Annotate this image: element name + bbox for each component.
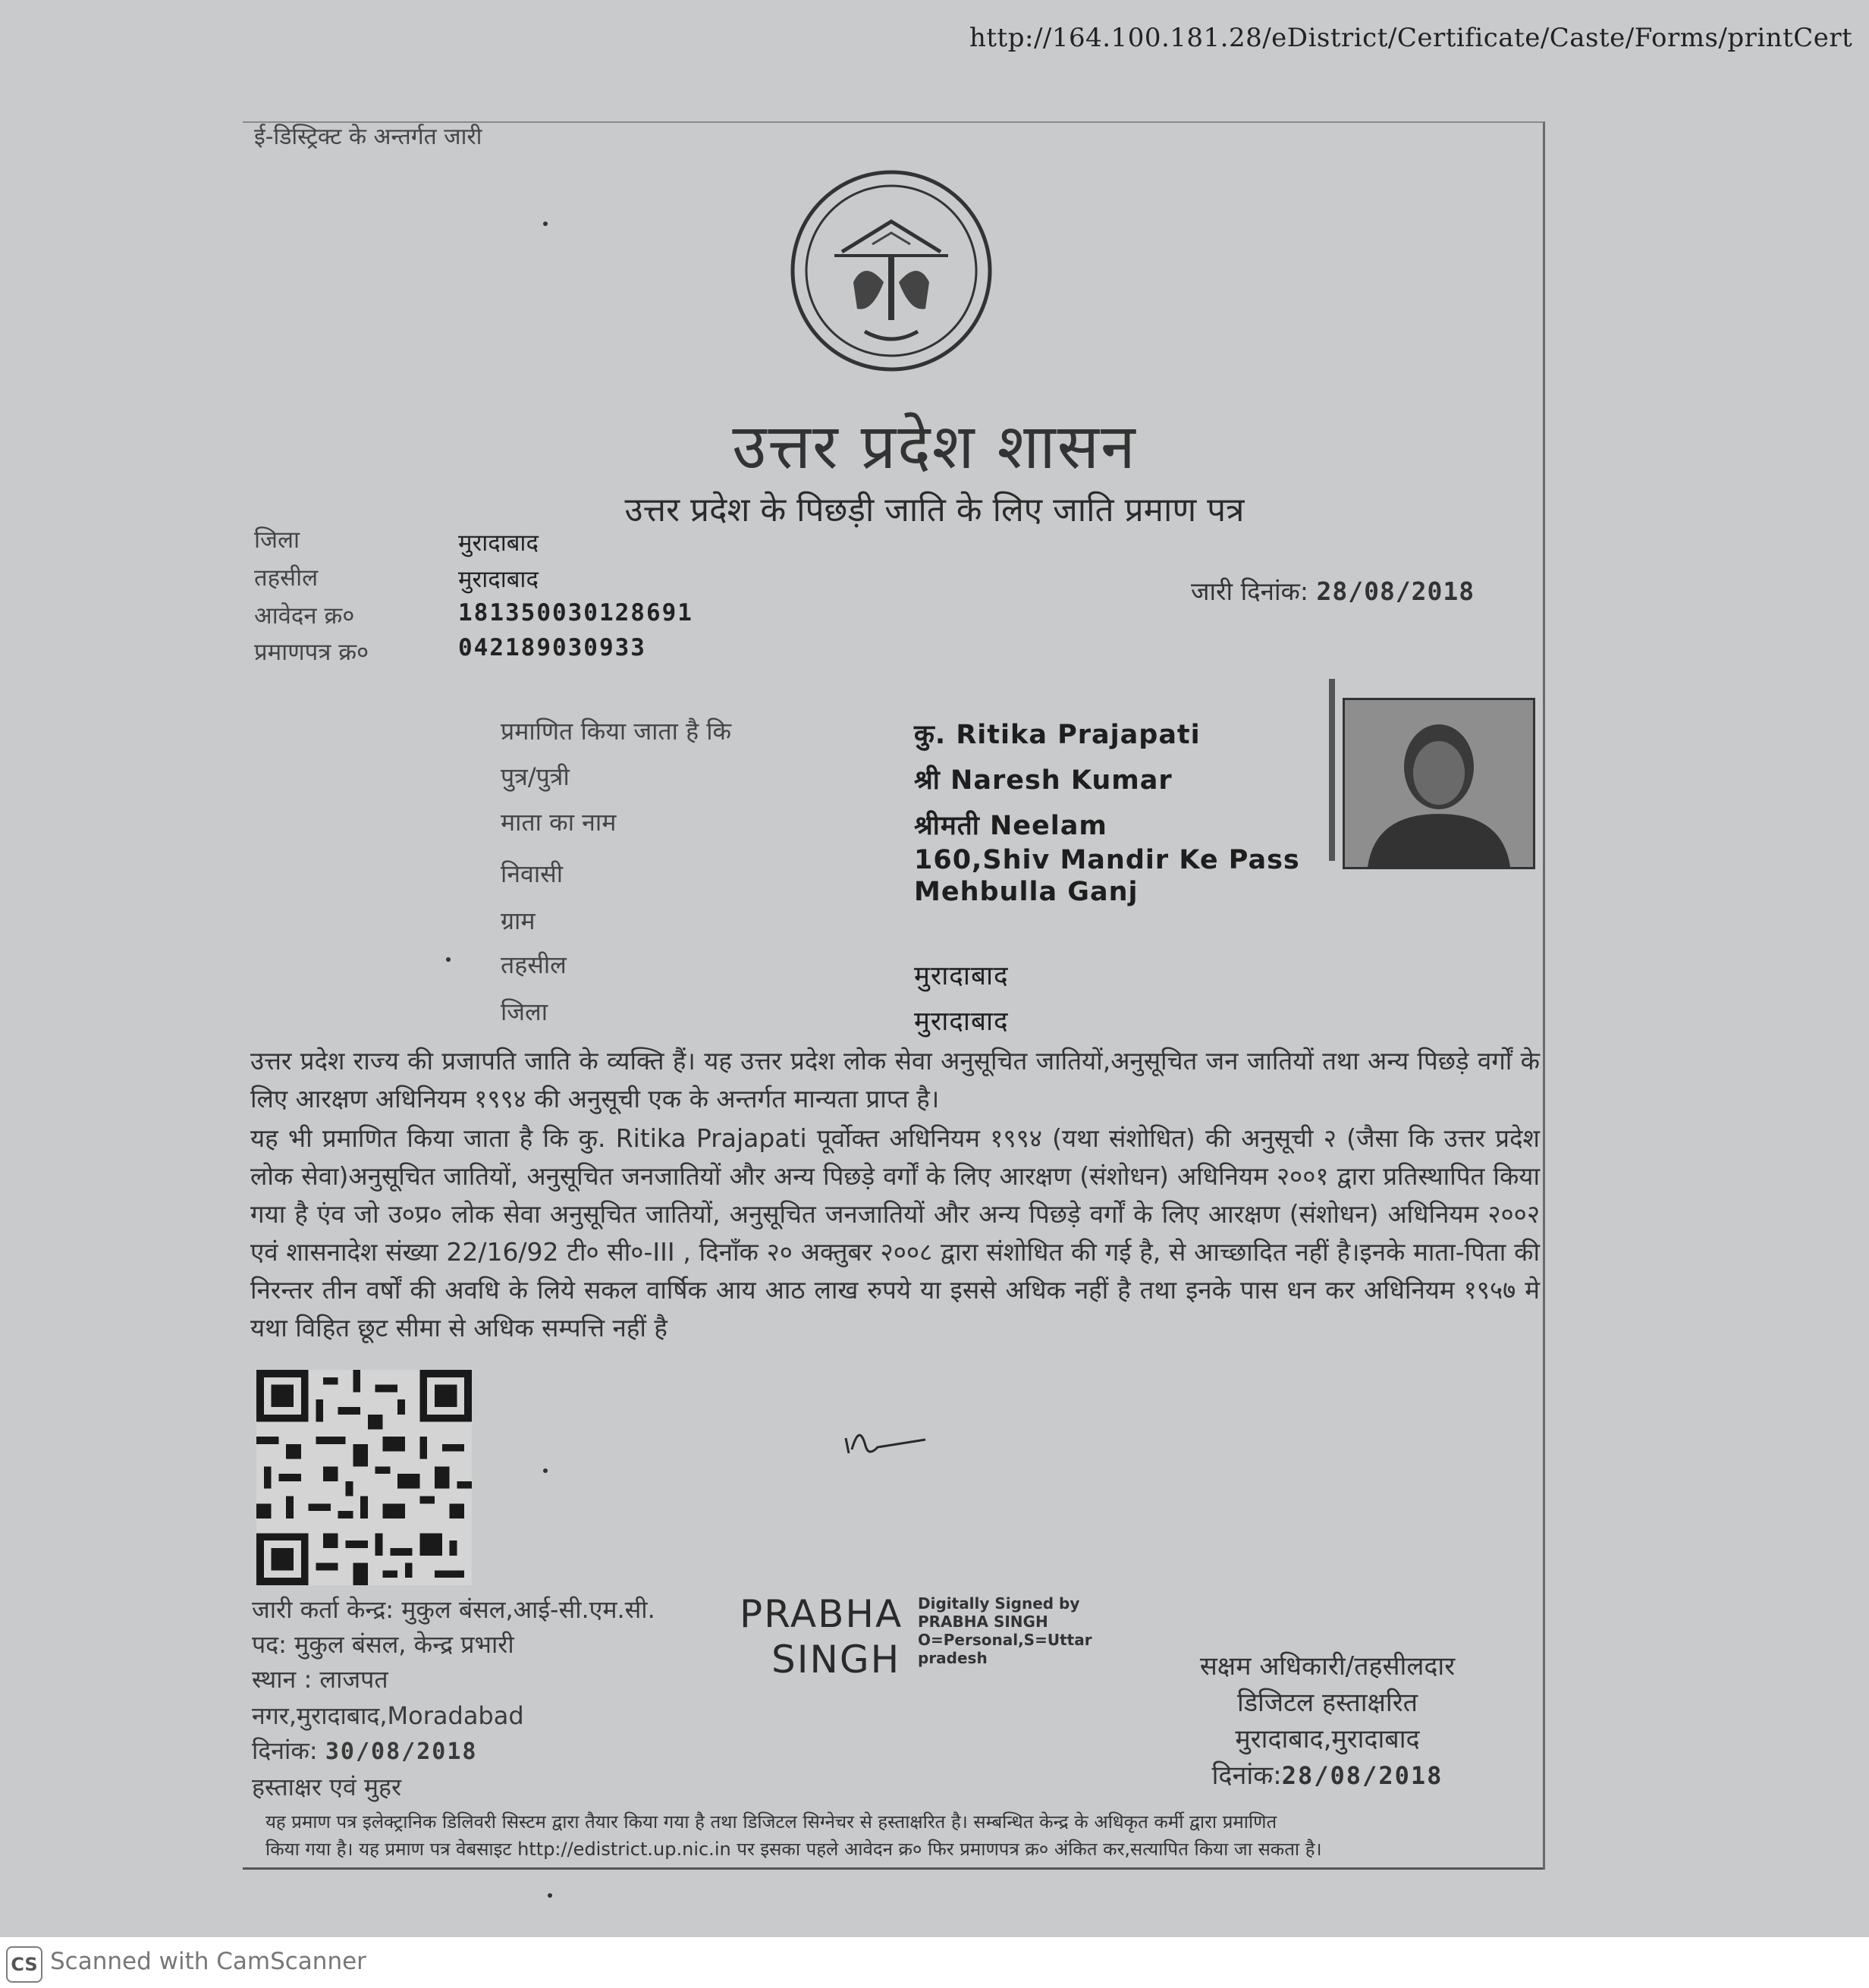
camscanner-watermark-text: Scanned with CamScanner: [50, 1948, 366, 1975]
district-label: जिला: [254, 526, 300, 554]
application-number: 181350030128691: [458, 599, 693, 627]
page-title: उत्तर प्रदेश शासन: [732, 411, 1137, 483]
issued-under-text: ई-डिस्ट्रिक्ट के अन्तर्गत जारी: [254, 124, 482, 150]
handwritten-initial-mark: [838, 1415, 929, 1468]
signature-detail-1: Digitally Signed by: [918, 1594, 1080, 1613]
issuer-date-label: दिनांक:: [252, 1736, 318, 1765]
resident-label: निवासी: [501, 859, 564, 888]
creamy-layer-paragraph: यह भी प्रमाणित किया जाता है कि कु. Ritika Prajapati पूर्वोक्त अधिनियम १९९४ (यथा संशोधित) की अनुसूची २ (जैसा कि उत्तर प्रदेश लोक सेवा)अनुसूचित जातियों, अनुसूचित जनजातियों और अन्य पिछड़े वर्गों के लिए आरक्षण (संशोधन) अधिनियम २००१ द्वारा प्रतिस्थापित किया गया है एंव जो उ०प्र० लोक सेवा अनुसूचित जातियों, अनुसूचित जनजातियों और अन्य पिछड़े वर्गों के लिए आरक्षण (संशोधन) अधिनियम २००२ एवं शासनादेश संख्या 22/16/92 टी० सी०-III , दिनाँक २० अक्तुबर २००८ द्वारा संशोधित की गई है, से आच्छादित नहीं है।इनके माता-पिता की निरन्तर तीन वर्षों की अवधि के लिये सकल वार्षिक आय आठ लाख रुपये या इससे अधिक नहीं है तथा इनके पास धन कर अधिनियम १९५७ मे यथा विहित छूट सीमा से अधिक सम्पत्ति नहीं है: [250, 1123, 1540, 1343]
field-tehsil-label: तहसील: [501, 950, 567, 979]
authority-designation: सक्षम अधिकारी/तहसीलदार: [1199, 1651, 1456, 1682]
up-government-emblem: [789, 168, 994, 373]
authority-digitally-signed: डिजिटल हस्ताक्षरित: [1237, 1688, 1418, 1718]
mother-name-label: माता का नाम: [501, 808, 617, 837]
verification-qr-code: [254, 1370, 474, 1585]
child-of-label: पुत्र/पुत्री: [501, 762, 570, 791]
issue-date-value: 28/08/2018: [1316, 576, 1475, 606]
issuing-center: जारी कर्ता केन्द्र: मुकुल बंसल,आई-सी.एम.सी.: [252, 1595, 655, 1624]
print-url: http://164.100.181.28/eDistrict/Certificate/Caste/Forms/printCert: [969, 23, 1853, 53]
address-line-1: 160,Shiv Mandir Ke Pass: [914, 845, 1300, 875]
tehsil-label: तहसील: [254, 564, 319, 592]
issuer-city: नगर,मुरादाबाद,Moradabad: [252, 1701, 524, 1730]
camscanner-watermark-bar: [0, 1937, 1869, 1988]
photo-edge: [1329, 679, 1335, 861]
issuer-place: स्थान : लाजपत: [252, 1665, 388, 1694]
footnote-line-1: यह प्रमाण पत्र इलेक्ट्रानिक डिलिवरी सिस्टम द्वारा तैयार किया गया है तथा डिजिटल सिग्नेचर से हस्ताक्षरित है। सम्बन्धित केन्द्र के अधिकृत कर्मी द्वारा प्रमाणित: [265, 1811, 1277, 1833]
footnote-line-2: किया गया है। यह प्रमाण पत्र वेबसाइट http://edistrict.up.nic.in पर इसका पहले आवेदन क्र० फिर प्रमाणपत्र क्र० अंकित कर,सत्यापित किया जा सकता है।: [265, 1839, 1322, 1860]
signature-name-line-1: PRABHA: [740, 1592, 903, 1636]
scan-speck: [446, 957, 451, 962]
scan-speck: [543, 221, 548, 226]
authority-date: [1138, 1757, 1517, 1792]
issuer-post: पद: मुकुल बंसल, केन्द्र प्रभारी: [252, 1630, 514, 1659]
signature-detail-3: O=Personal,S=Uttar: [918, 1631, 1092, 1649]
address-line-2: Mehbulla Ganj: [914, 877, 1139, 907]
district-value: मुरादाबाद: [458, 529, 539, 557]
digital-signature-details: [918, 1594, 1092, 1667]
village-label: ग्राम: [501, 906, 536, 935]
signature-name-line-2: SINGH: [771, 1638, 901, 1682]
authority-date-value: 28/08/2018: [1281, 1761, 1443, 1790]
field-district-value: मुरादाबाद: [914, 1007, 1009, 1037]
caste-statement-paragraph: उत्तर प्रदेश राज्य की प्रजापति जाति के व्यक्ति हैं। यह उत्तर प्रदेश लोक सेवा अनुसूचित जातियों,अनुसूचित जन जातियों तथा अन्य पिछड़े वर्गों के लिए आरक्षण अधिनियम १९९४ की अनुसूची एक के अन्तर्गत मान्यता प्राप्त है।: [250, 1046, 1540, 1113]
authority-date-label: दिनांक:: [1211, 1760, 1282, 1791]
signature-detail-2: PRABHA SINGH: [918, 1613, 1048, 1631]
tehsil-value: मुरादाबाद: [458, 566, 539, 593]
field-tehsil-value: मुरादाबाद: [914, 961, 1009, 991]
digital-signature-name: [740, 1591, 903, 1682]
certificate-number: 042189030933: [458, 634, 646, 661]
applicant-name: कु. Ritika Prajapati: [914, 720, 1201, 750]
scan-speck: [543, 1468, 548, 1473]
certificate-number-label: प्रमाणपत्र क्र०: [254, 639, 369, 666]
issue-date: [1191, 573, 1475, 608]
certify-label: प्रमाणित किया जाता है कि: [501, 717, 732, 746]
scan-speck: [548, 1893, 552, 1898]
issuer-date-value: 30/08/2018: [325, 1738, 478, 1765]
signature-and-seal-label: हस्ताक्षर एवं मुहर: [252, 1773, 402, 1801]
father-name: श्री Naresh Kumar: [914, 765, 1173, 796]
authority-location: मुरादाबाद,मुरादाबाद: [1235, 1724, 1420, 1754]
field-district-label: जिला: [501, 997, 548, 1026]
camscanner-logo-icon: CS: [6, 1946, 42, 1983]
issue-date-label: जारी दिनांक:: [1191, 576, 1308, 606]
signature-detail-4: pradesh: [918, 1649, 988, 1667]
person-silhouette-icon: [1345, 700, 1533, 867]
certificate-subtitle: उत्तर प्रदेश के पिछड़ी जाति के लिए जाति प्रमाण पत्र: [624, 491, 1245, 529]
footer-divider: [243, 1867, 1543, 1870]
issuer-date: [252, 1734, 477, 1767]
mother-name: श्रीमती Neelam: [914, 811, 1107, 841]
application-number-label: आवेदन क्र०: [254, 602, 355, 630]
applicant-photo: [1343, 698, 1535, 869]
